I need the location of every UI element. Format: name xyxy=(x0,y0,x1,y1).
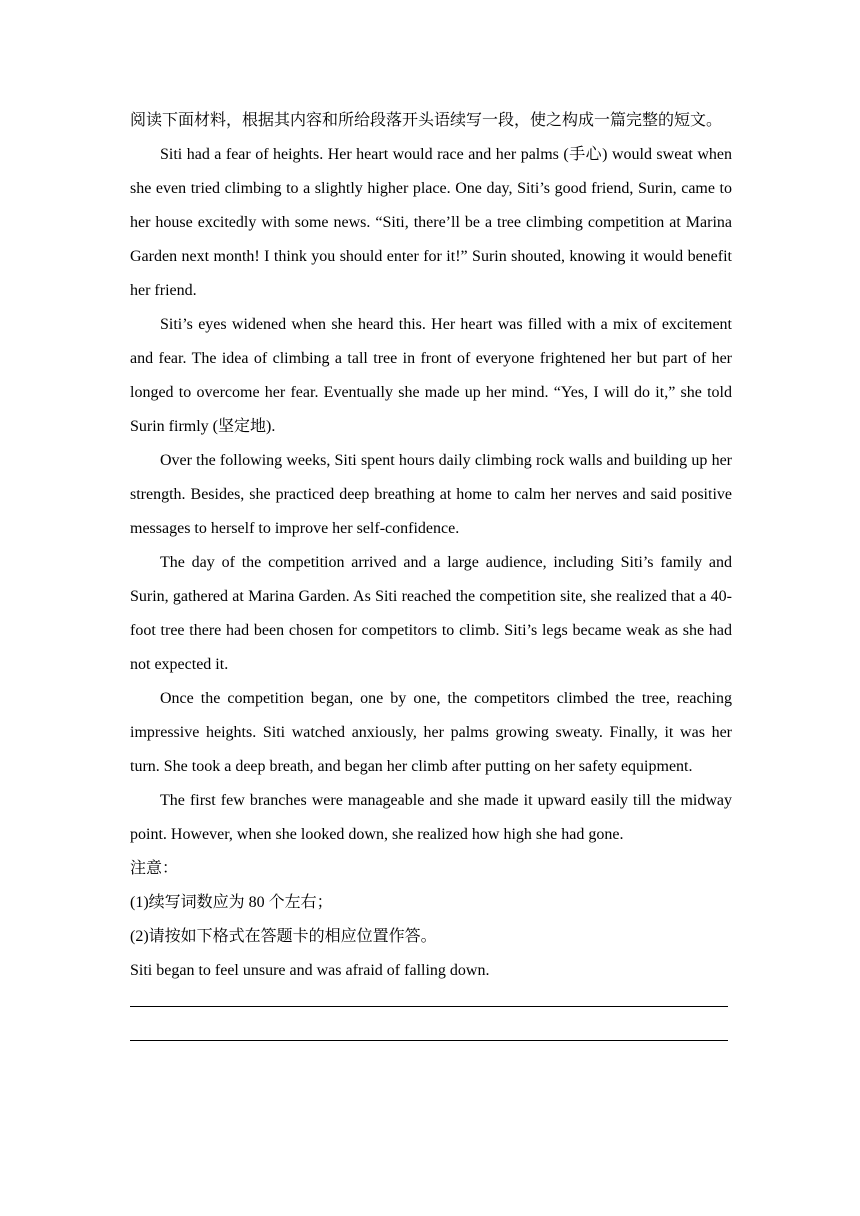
worksheet-page xyxy=(130,104,732,1074)
answer-lines xyxy=(130,1006,732,1041)
notes-heading: 注意： xyxy=(130,860,179,877)
story-paragraph-5: Once the competition began, one by one, the competitors climbed the tree, reaching impressive heights. Siti watched anxiously, her palms growing sweaty. Finally, it was her turn. She took a deep breath, and began her climb after putting on her safety equipment. xyxy=(130,690,732,775)
story-paragraph-3: Over the following weeks, Siti spent hours daily climbing rock walls and building up her strength. Besides, she practiced deep breathing at home to calm her nerves and said positive messages to herself to improve her self-confidence. xyxy=(130,452,732,537)
note-answer-format: (2)请按如下格式在答题卡的相应位置作答。 xyxy=(130,928,437,945)
story-paragraph-2: Siti’s eyes widened when she heard this. Her heart was filled with a mix of excitement and fear. The idea of climbing a tall tree in front of everyone frightened her but part of her longed to overcome her fear. Eventually she made up her mind. “Yes, I will do it,” she told Surin firmly (坚定地). xyxy=(130,316,732,435)
opening-sentence: Siti began to feel unsure and was afraid of falling down. xyxy=(130,962,490,979)
story-paragraph-6: The first few branches were manageable and she made it upward easily till the midway point. However, when she looked down, she realized how high she had gone. xyxy=(130,792,732,843)
answer-line xyxy=(130,1006,728,1007)
story-paragraph-1: Siti had a fear of heights. Her heart would race and her palms (手心) would sweat when she even tried climbing to a slightly higher place. One day, Siti’s good friend, Surin, came to her house excitedly with some news. “Siti, there’ll be a tree climbing competition at Marina Garden next month! I think you should enter for it!” Surin shouted, knowing it would benefit her friend. xyxy=(130,146,732,299)
note-word-count: (1)续写词数应为 80 个左右； xyxy=(130,894,333,911)
story-paragraph-4: The day of the competition arrived and a large audience, including Siti’s family and Surin, gathered at Marina Garden. As Siti reached the competition site, she realized that a 40-foot tree there had been chosen for competitors to climb. Siti’s legs became weak as she had not expected it. xyxy=(130,554,732,673)
instructions-text: 阅读下面材料，根据其内容和所给段落开头语续写一段，使之构成一篇完整的短文。 xyxy=(130,112,723,129)
answer-line xyxy=(130,1040,728,1041)
